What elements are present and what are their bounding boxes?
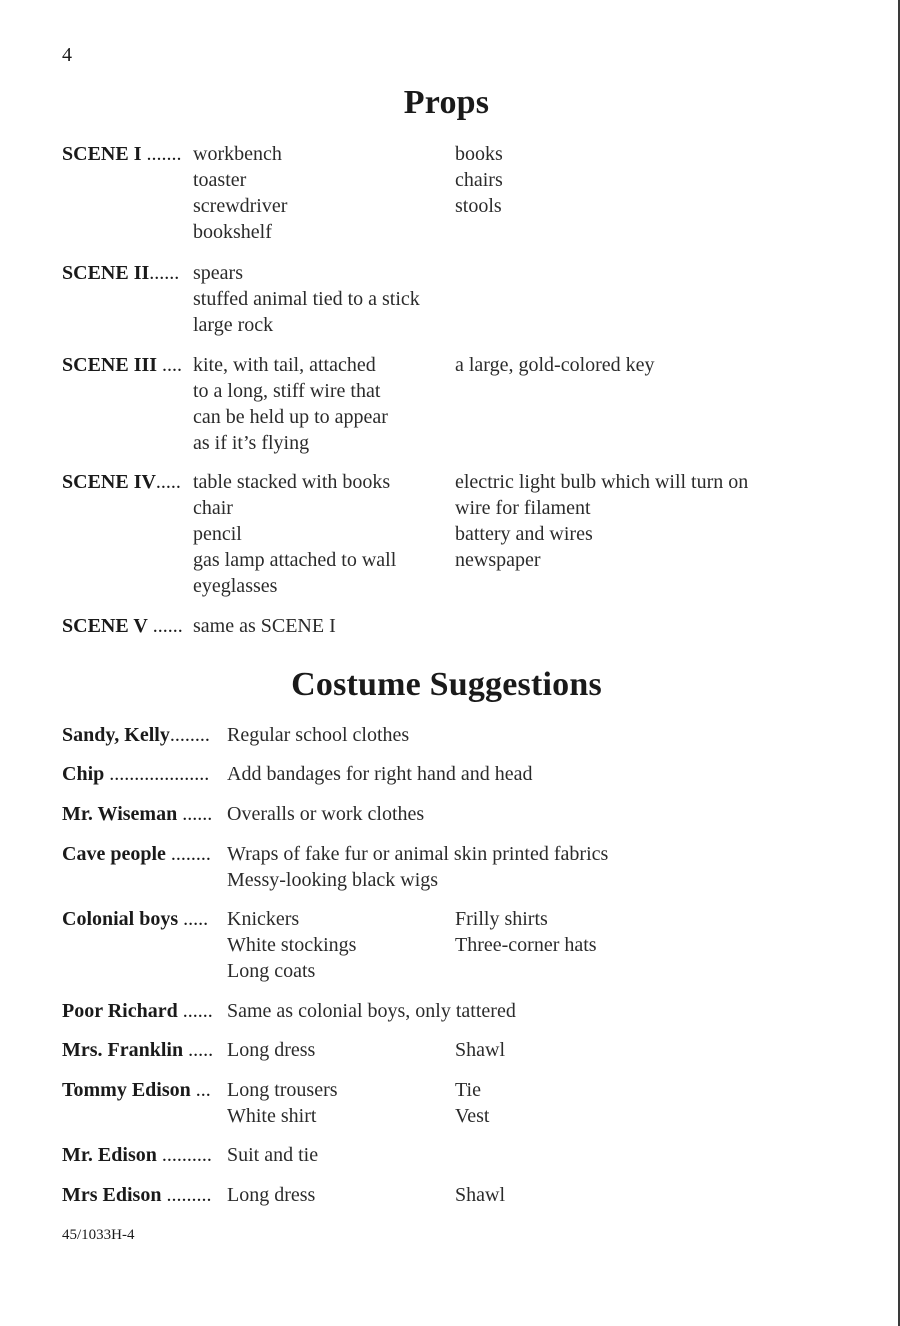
character-label: Colonial boys ..... [62, 908, 209, 930]
costume-item: Knickers [227, 908, 300, 930]
prop-item: bookshelf [193, 221, 272, 243]
footer-catalog-number: 45/1033H-4 [62, 1227, 135, 1243]
character-label: Sandy, Kelly........ [62, 724, 210, 746]
costume-item: Messy-looking black wigs [227, 869, 439, 891]
costume-item: Long coats [227, 960, 316, 982]
prop-item: pencil [193, 523, 242, 545]
prop-item: can be held up to appear [193, 406, 388, 428]
costume-list [227, 841, 608, 893]
prop-item: same as SCENE I [193, 615, 336, 637]
costume-list [455, 1182, 505, 1208]
costume-item: Frilly shirts [455, 908, 548, 930]
prop-item: stools [455, 195, 502, 217]
character-label: Mr. Wiseman ...... [62, 803, 213, 825]
prop-item: battery and wires [455, 523, 593, 545]
costume-item: Overalls or work clothes [227, 803, 425, 825]
costume-list [227, 1142, 318, 1168]
costume-list [227, 998, 516, 1024]
props-list [455, 352, 655, 378]
prop-item: eyeglasses [193, 575, 278, 597]
costume-item: Long dress [227, 1039, 316, 1061]
prop-item: table stacked with books [193, 471, 391, 493]
character-label: Mrs Edison ......... [62, 1184, 212, 1206]
prop-item: workbench [193, 143, 282, 165]
costume-item: Wraps of fake fur or animal skin printed fabrics [227, 843, 609, 865]
prop-item: a large, gold-colored key [455, 354, 655, 376]
prop-item: newspaper [455, 549, 541, 571]
prop-item: wire for filament [455, 497, 591, 519]
costume-item: Suit and tie [227, 1144, 319, 1166]
costume-list [227, 1182, 315, 1208]
costume-list [455, 1037, 505, 1063]
costume-item: Tie [455, 1079, 481, 1101]
props-list [193, 352, 388, 456]
costume-item: Long trousers [227, 1079, 338, 1101]
costume-item: White shirt [227, 1105, 317, 1127]
scene-label: SCENE V ...... [62, 615, 183, 637]
costume-title: Costume Suggestions [291, 666, 602, 703]
prop-item: screwdriver [193, 195, 288, 217]
costume-list [227, 801, 424, 827]
prop-item: toaster [193, 169, 247, 191]
prop-item: chairs [455, 169, 503, 191]
props-list [193, 613, 336, 639]
costume-item: Three-corner hats [455, 934, 597, 956]
costume-list [227, 906, 356, 984]
props-list [193, 141, 287, 245]
character-label: Poor Richard ...... [62, 1000, 213, 1022]
scene-label: SCENE II...... [62, 262, 180, 284]
page-number: 4 [62, 44, 72, 66]
costume-list [227, 1077, 338, 1129]
character-label: Mrs. Franklin ..... [62, 1039, 214, 1061]
prop-item: electric light bulb which will turn on [455, 471, 749, 493]
costume-list [455, 906, 597, 958]
prop-item: books [455, 143, 503, 165]
costume-list [227, 761, 532, 787]
prop-item: stuffed animal tied to a stick [193, 288, 420, 310]
costume-item: Same as colonial boys, only tattered [227, 1000, 516, 1022]
costume-item: Long dress [227, 1184, 316, 1206]
costume-item: Regular school clothes [227, 724, 410, 746]
props-list [455, 141, 503, 219]
character-label: Mr. Edison .......... [62, 1144, 212, 1166]
character-label: Chip .................... [62, 763, 210, 785]
costume-item: White stockings [227, 934, 357, 956]
prop-item: kite, with tail, attached [193, 354, 376, 376]
prop-item: large rock [193, 314, 274, 336]
props-list [193, 469, 396, 599]
props-list [455, 469, 748, 573]
character-label: Cave people ........ [62, 843, 211, 865]
prop-item: gas lamp attached to wall [193, 549, 397, 571]
costume-item: Shawl [455, 1184, 505, 1206]
scene-label: SCENE IV..... [62, 471, 181, 493]
costume-list [227, 1037, 315, 1063]
costume-item: Shawl [455, 1039, 505, 1061]
props-list [193, 260, 420, 338]
character-label: Tommy Edison ... [62, 1079, 211, 1101]
scene-label: SCENE III .... [62, 354, 183, 376]
prop-item: to a long, stiff wire that [193, 380, 381, 402]
costume-list [227, 722, 409, 748]
props-title: Props [403, 84, 490, 121]
scene-label: SCENE I ....... [62, 143, 182, 165]
prop-item: chair [193, 497, 233, 519]
costume-list [455, 1077, 489, 1129]
prop-item: spears [193, 262, 243, 284]
costume-item: Vest [455, 1105, 490, 1127]
costume-item: Add bandages for right hand and head [227, 763, 533, 785]
prop-item: as if it’s flying [193, 432, 310, 454]
